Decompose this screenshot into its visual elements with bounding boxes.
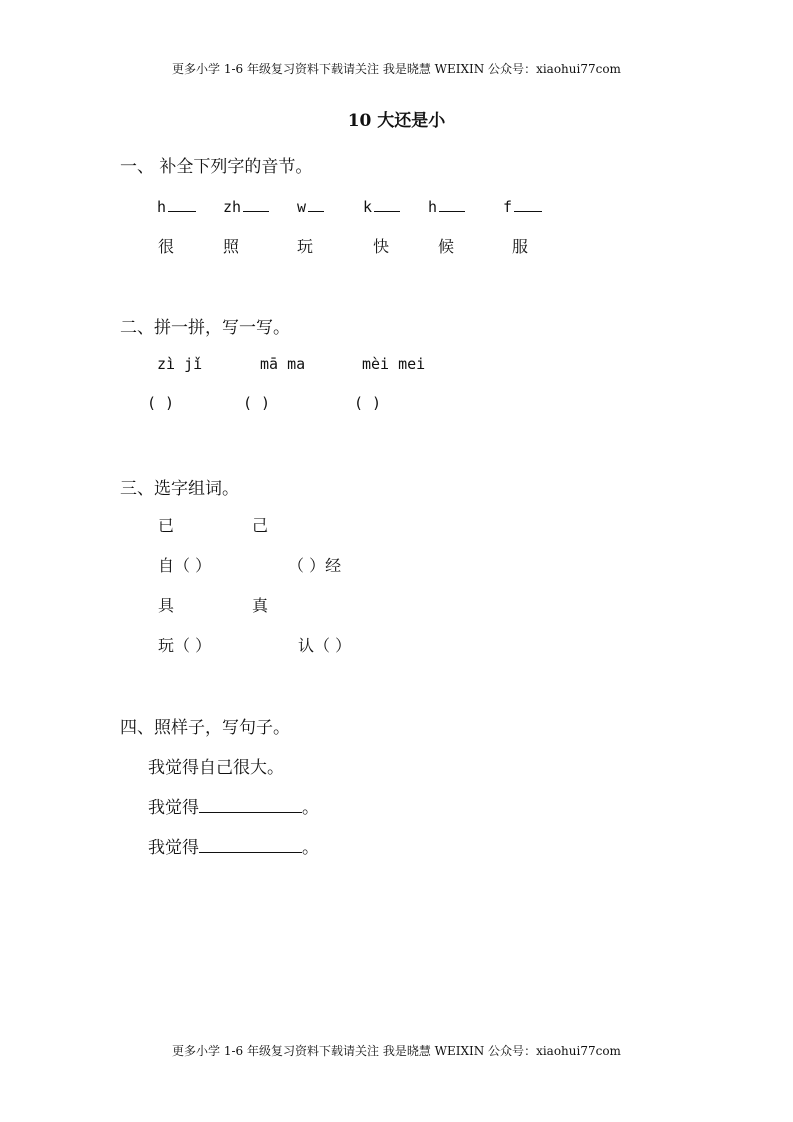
section4-heading: 四、照样子，写句子。 — [120, 718, 290, 738]
syllable-4: k — [363, 196, 400, 216]
choice-char-2: 己 — [252, 516, 269, 535]
char-5: 候 — [438, 237, 455, 256]
syllable-5: h — [428, 196, 465, 216]
choice-char-4: 真 — [252, 596, 269, 615]
page-header: 更多小学 1-6 年级复习资料下载请关注 我是晓慧 WEIXIN 公众号：xiaohui77com — [172, 62, 621, 76]
bracket-2: ( ) — [243, 394, 271, 412]
pinyin-1: zì jǐ — [157, 355, 203, 373]
choice-char-3: 具 — [158, 596, 175, 615]
sentence-line-2: 我觉得 。 — [148, 838, 319, 858]
choice-char-1: 已 — [158, 516, 175, 535]
page-footer: 更多小学 1-6 年级复习资料下载请关注 我是晓慧 WEIXIN 公众号：xiaohui77com — [172, 1044, 621, 1058]
word-blank-3: 玩（ ） — [158, 636, 212, 655]
bracket-1: ( ) — [147, 394, 175, 412]
char-1: 很 — [158, 237, 175, 256]
example-sentence: 我觉得自己很大。 — [148, 758, 284, 778]
char-2: 照 — [223, 237, 240, 256]
bracket-3: ( ) — [354, 394, 382, 412]
char-6: 服 — [512, 237, 529, 256]
syllable-2: zh — [223, 196, 269, 216]
char-4: 快 — [373, 237, 390, 256]
syllable-3: w — [297, 196, 324, 216]
syllable-6: f — [503, 196, 542, 216]
syllable-1: h — [157, 196, 196, 216]
section1-heading: 一、 补全下列字的音节。 — [120, 157, 313, 177]
word-blank-2: （ ）经 — [288, 556, 342, 575]
word-blank-4: 认（ ） — [298, 636, 352, 655]
pinyin-2: mā ma — [260, 355, 306, 373]
char-3: 玩 — [297, 237, 314, 256]
lesson-title: 10 大还是小 — [347, 111, 446, 131]
pinyin-3: mèi mei — [362, 355, 426, 373]
word-blank-1: 自（ ） — [158, 556, 212, 575]
section3-heading: 三、选字组词。 — [120, 479, 239, 499]
sentence-line-1: 我觉得 。 — [148, 798, 319, 818]
section2-heading: 二、拼一拼，写一写。 — [120, 318, 290, 338]
